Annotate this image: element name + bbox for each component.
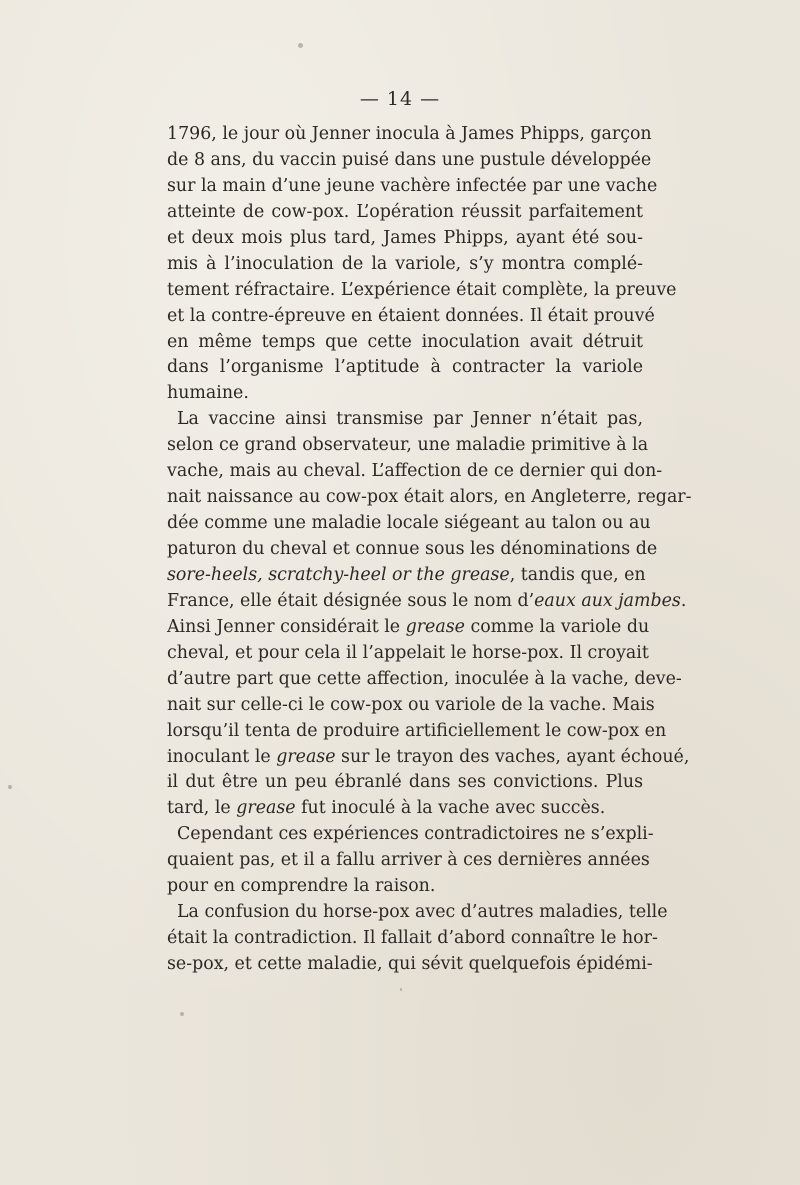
text-segment: pour en comprendre la raison. [167, 876, 436, 897]
text-line [167, 459, 663, 485]
text-segment: dans l’organisme l’aptitude à contracter la variole [167, 357, 643, 378]
text-line [167, 148, 652, 174]
text-line [167, 355, 643, 381]
text-segment: fut inoculé à la vache avec succès. [295, 798, 606, 819]
text-line [167, 278, 677, 304]
text-line [167, 848, 650, 874]
scan-speck [180, 1012, 184, 1016]
text-segment: paturon du cheval et connue sous les dénominations de [167, 539, 658, 559]
text-line [167, 563, 646, 589]
text-line [167, 745, 690, 771]
scan-speck [8, 785, 12, 789]
text-segment: 1796, le jour où Jenner inocula à James Phipps, garçon [167, 124, 652, 144]
text-line [167, 900, 668, 926]
text-segment: cheval, et pour cela il l’appelait le horse-pox. Il croyait [167, 642, 649, 663]
text-line [167, 770, 643, 796]
text-line [167, 822, 654, 848]
text-segment: sur le trayon des vaches, ayant échoué, [335, 746, 690, 767]
text-segment: quaient pas, et il a fallu arriver à ces dernières années [167, 850, 650, 871]
text-segment: Ainsi Jenner considérait le [167, 616, 406, 637]
scan-speck [400, 988, 402, 991]
text-segment: et la contre-épreuve en étaient données. Il était prouvé [167, 305, 655, 326]
text-segment: comme la variole du [464, 616, 650, 637]
text-segment: humaine. [167, 383, 249, 404]
text-line [167, 304, 655, 330]
italic-text: eaux aux jambes [534, 590, 681, 611]
text-line [167, 485, 692, 511]
text-line [167, 926, 658, 952]
text-line [167, 796, 643, 822]
text-segment: tard, le [167, 798, 237, 819]
text-line [167, 330, 643, 356]
text-segment: atteinte de cow-pox. L’opération réussit parfaitement [167, 201, 643, 222]
text-segment: il dut être un peu ébranlé dans ses convictions. Plus [167, 772, 643, 793]
text-segment: , tandis que, en [509, 564, 646, 585]
text-line [167, 667, 682, 693]
scan-speck [298, 43, 303, 48]
text-segment: inoculant le [167, 746, 277, 767]
text-line [167, 407, 643, 433]
text-segment: était la contradiction. Il fallait d’abord connaître le hor- [167, 928, 658, 949]
italic-text: grease [276, 746, 336, 767]
text-segment: Cependant ces expériences contradictoires ne s’expli- [177, 824, 654, 845]
text-line [167, 226, 643, 252]
text-line [167, 433, 649, 459]
text-segment: d’autre part que cette affection, inoculée à la vache, deve- [167, 668, 682, 689]
italic-text: sore-heels, scratchy-heel or the grease [167, 564, 510, 585]
text-line [167, 252, 643, 278]
text-line [167, 693, 655, 719]
text-segment: nait sur celle-ci le cow-pox ou variole de la vache. Mais [167, 694, 655, 715]
text-segment: se-pox, et cette maladie, qui sévit quelquefois épidémi- [167, 954, 653, 974]
text-segment: vache, mais au cheval. L’affection de ce dernier qui don- [167, 461, 663, 482]
text-line [167, 641, 649, 667]
text-line [167, 952, 653, 978]
text-line [167, 174, 658, 200]
text-segment: et deux mois plus tard, James Phipps, ayant été sou- [167, 227, 643, 248]
text-segment: tement réfractaire. L’expérience était complète, la preuve [167, 279, 677, 300]
text-line [167, 200, 643, 226]
text-line [167, 719, 667, 745]
text-segment: nait naissance au cow-pox était alors, en Angleterre, regar- [167, 487, 692, 508]
text-line [167, 122, 652, 148]
text-line [167, 874, 643, 900]
text-segment: La vaccine ainsi transmise par Jenner n’était pas, [177, 409, 643, 430]
italic-text: grease [405, 616, 465, 637]
text-segment: selon ce grand observateur, une maladie primitive à la [167, 435, 649, 456]
text-segment: dée comme une maladie locale siégeant au talon ou au [167, 513, 651, 534]
text-line [167, 381, 643, 407]
text-segment: de 8 ans, du vaccin puisé dans une pustule développée [167, 149, 652, 170]
italic-text: grease [236, 798, 296, 819]
text-line [167, 615, 650, 641]
text-segment: France, elle était désignée sous le nom d’ [167, 590, 535, 611]
text-segment: La confusion du horse-pox avec d’autres maladies, telle [177, 902, 668, 923]
text-segment: mis à l’inoculation de la variole, s’y montra complé- [167, 253, 643, 274]
text-segment: lorsqu’il tenta de produire artificiellement le cow-pox en [167, 720, 667, 741]
text-segment: . [680, 590, 687, 611]
text-segment: sur la main d’une jeune vachère infectée par une vache [167, 175, 658, 196]
page-number: — 14 — [359, 88, 441, 110]
text-segment: en même temps que cette inoculation avait détruit [167, 331, 643, 352]
body-text [167, 122, 692, 978]
text-line [167, 511, 651, 537]
text-line [167, 537, 658, 563]
text-line [167, 589, 687, 615]
